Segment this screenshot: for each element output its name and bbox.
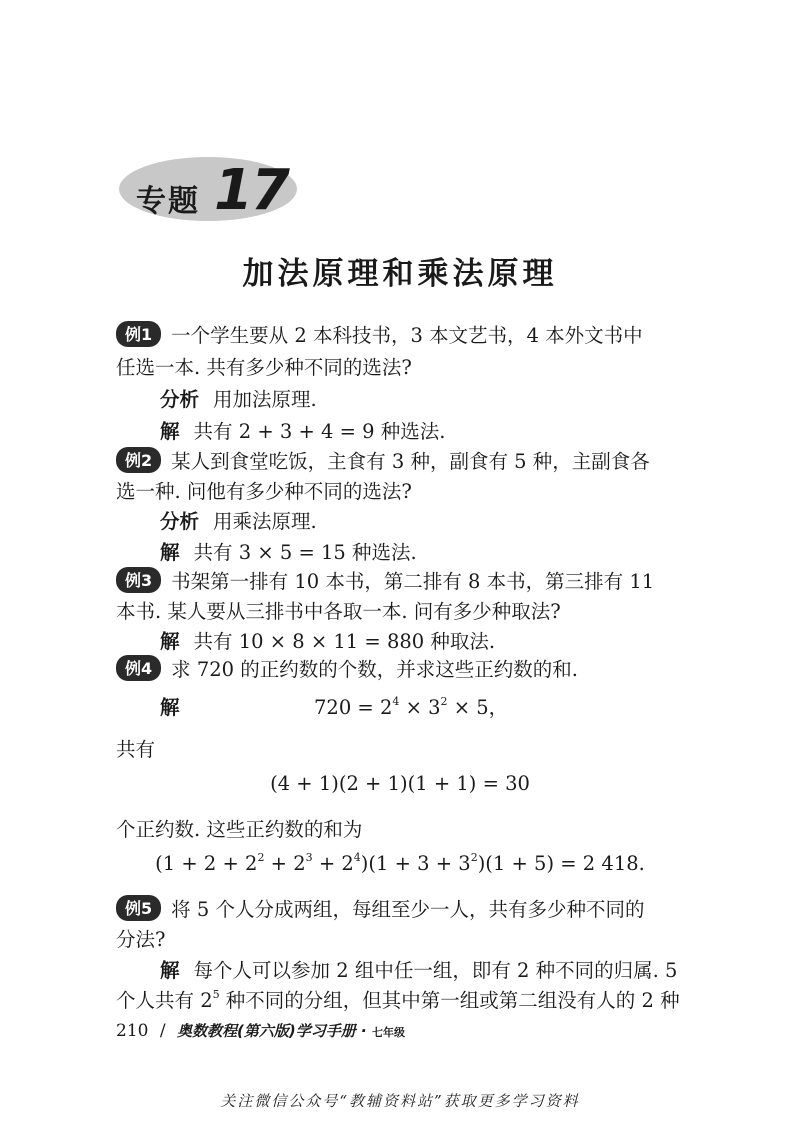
solution-label: 解	[160, 959, 180, 982]
eq-part: )(1 + 3 + 3	[360, 852, 471, 875]
example-1-line-2: 任选一本. 共有多少种不同的选法?	[116, 356, 412, 379]
example-3-question: 书架第一排有 10 本书，第二排有 8 本书，第三排有 11	[171, 570, 655, 593]
eq-exponent: 2	[440, 695, 448, 708]
eq-exponent: 5	[212, 988, 220, 1001]
eq-exponent: 2	[257, 851, 265, 864]
solution-text: 种不同的分组，但其中第一组或第二组没有人的 2 种	[219, 989, 680, 1012]
eq-part: (1 + 2 + 2	[155, 852, 258, 875]
example-5-solution-line-2	[116, 985, 680, 1013]
solution-text: 每个人可以参加 2 组中任一组，即有 2 种不同的归属. 5	[193, 959, 678, 982]
topic-label: 专题	[136, 184, 200, 219]
solution-label: 解	[160, 420, 180, 443]
example-4-line-1	[116, 654, 578, 682]
analysis-label: 分析	[160, 510, 200, 533]
text-divisor-sum: 个正约数. 这些正约数的和为	[116, 818, 363, 841]
example-3-line-1	[116, 566, 654, 594]
solution-label: 解	[160, 696, 180, 719]
eq-part: + 2	[312, 852, 354, 875]
example-3-tag: 例3	[116, 567, 161, 593]
eq-exponent: 2	[470, 851, 478, 864]
eq-part: 720 = 2	[314, 696, 393, 719]
example-4-solution-label	[160, 692, 194, 720]
example-5-line-1	[116, 894, 644, 922]
example-2-question: 某人到食堂吃饭，主食有 3 种，副食有 5 种，主副食各	[171, 450, 650, 473]
example-2-analysis	[160, 506, 317, 534]
solution-text: 共有 2 + 3 + 4 = 9 种选法.	[193, 420, 446, 443]
solution-text: 共有 10 × 8 × 11 = 880 种取法.	[193, 630, 496, 653]
solution-label: 解	[160, 541, 180, 564]
analysis-text: 用乘法原理.	[213, 510, 317, 533]
equation-divisor-count: (4 + 1)(2 + 1)(1 + 1) = 30	[270, 772, 530, 795]
example-2-tag: 例2	[116, 447, 161, 473]
page-title: 加法原理和乘法原理	[242, 256, 558, 292]
equation-divisor-sum	[0, 852, 800, 875]
eq-part: )(1 + 5) = 2 418.	[477, 852, 645, 875]
footer-separator: /	[159, 1021, 166, 1041]
text-gong-you: 共有	[116, 738, 156, 761]
topic-number: 17	[214, 158, 288, 223]
eq-part: × 5，	[447, 696, 509, 719]
example-1-question: 一个学生要从 2 本科技书，3 本文艺书，4 本外文书中	[171, 324, 643, 347]
example-3-solution	[160, 626, 495, 654]
analysis-text: 用加法原理.	[213, 388, 317, 411]
example-1-solution	[160, 416, 445, 444]
watermark-text: 关注微信公众号“教辅资料站”获取更多学习资料	[220, 1092, 580, 1110]
page-number: 210	[116, 1021, 149, 1041]
book-title: 奥数教程(第六版)学习手册 ·	[177, 1022, 367, 1040]
example-2-line-2: 选一种. 问他有多少种不同的选法?	[116, 480, 412, 503]
example-5-solution-line-1	[160, 955, 677, 983]
eq-exponent: 4	[353, 851, 361, 864]
page-footer	[116, 1020, 405, 1041]
eq-part: + 2	[264, 852, 306, 875]
example-4-tag: 例4	[116, 655, 161, 681]
example-2-line-1	[116, 446, 650, 474]
example-5-line-2: 分法?	[116, 928, 166, 951]
solution-label: 解	[160, 630, 180, 653]
analysis-label: 分析	[160, 388, 200, 411]
example-3-line-2: 本书. 某人要从三排书中各取一本. 问有多少种取法?	[116, 600, 561, 623]
example-2-solution	[160, 537, 417, 565]
example-5-tag: 例5	[116, 895, 161, 921]
eq-exponent: 4	[392, 695, 400, 708]
eq-part: × 3	[399, 696, 441, 719]
equation-720-factorization	[314, 692, 508, 720]
example-1-line-1	[116, 320, 643, 348]
grade-label: 七年级	[372, 1026, 406, 1039]
eq-exponent: 3	[305, 851, 313, 864]
example-5-question: 将 5 个人分成两组，每组至少一人，共有多少种不同的	[171, 898, 645, 921]
example-1-analysis	[160, 384, 317, 412]
example-4-question: 求 720 的正约数的个数，并求这些正约数的和.	[171, 658, 578, 681]
solution-text: 个人共有 2	[116, 989, 213, 1012]
example-1-tag: 例1	[116, 321, 161, 347]
solution-text: 共有 3 × 5 = 15 种选法.	[193, 541, 417, 564]
